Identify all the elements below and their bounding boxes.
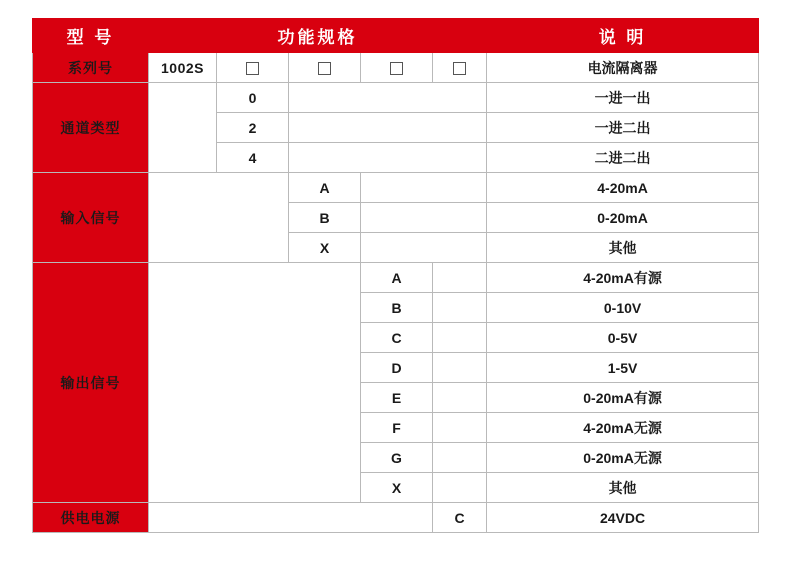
spacer-cell — [289, 113, 487, 143]
spacer-cell — [433, 323, 487, 353]
input-code: X — [289, 233, 361, 263]
header-function-spec: 功能规格 — [149, 19, 487, 53]
output-code: F — [361, 413, 433, 443]
input-code: A — [289, 173, 361, 203]
output-code: A — [361, 263, 433, 293]
channel-description: 二进二出 — [487, 143, 759, 173]
channel-code: 0 — [217, 83, 289, 113]
output-description: 其他 — [487, 473, 759, 503]
row-label-channel-type: 通道类型 — [33, 83, 149, 173]
output-code: C — [361, 323, 433, 353]
spacer-cell — [433, 263, 487, 293]
channel-code: 4 — [217, 143, 289, 173]
output-description: 4-20mA无源 — [487, 413, 759, 443]
channel-code: 2 — [217, 113, 289, 143]
placeholder-box-2 — [289, 53, 361, 83]
spacer-cell — [149, 83, 217, 173]
row-label-output-signal: 输出信号 — [33, 263, 149, 503]
series-description: 电流隔离器 — [487, 53, 759, 83]
table-row — [33, 173, 759, 203]
spacer-cell — [433, 413, 487, 443]
placeholder-box-4 — [433, 53, 487, 83]
spacer-cell — [149, 173, 289, 263]
input-description: 0-20mA — [487, 203, 759, 233]
power-code: C — [433, 503, 487, 533]
spacer-cell — [433, 383, 487, 413]
output-description: 4-20mA有源 — [487, 263, 759, 293]
input-description: 4-20mA — [487, 173, 759, 203]
spacer-cell — [361, 173, 487, 203]
channel-description: 一进二出 — [487, 113, 759, 143]
spacer-cell — [149, 263, 361, 503]
table-row — [33, 53, 759, 83]
placeholder-box-3 — [361, 53, 433, 83]
table-row — [33, 503, 759, 533]
output-code: B — [361, 293, 433, 323]
checkbox-square-icon — [318, 62, 331, 75]
spacer-cell — [149, 503, 433, 533]
output-code: G — [361, 443, 433, 473]
spacer-cell — [433, 473, 487, 503]
output-code: X — [361, 473, 433, 503]
table-row — [33, 83, 759, 113]
spacer-cell — [289, 143, 487, 173]
spacer-cell — [433, 293, 487, 323]
input-code: B — [289, 203, 361, 233]
header-description: 说 明 — [487, 19, 759, 53]
model-selection-table — [32, 18, 759, 533]
row-label-input-signal: 输入信号 — [33, 173, 149, 263]
table-row — [33, 263, 759, 293]
output-description: 1-5V — [487, 353, 759, 383]
row-label-series: 系列号 — [33, 53, 149, 83]
spacer-cell — [361, 203, 487, 233]
spacer-cell — [433, 443, 487, 473]
output-code: E — [361, 383, 433, 413]
checkbox-square-icon — [390, 62, 403, 75]
header-model: 型 号 — [33, 19, 149, 53]
channel-description: 一进一出 — [487, 83, 759, 113]
checkbox-square-icon — [246, 62, 259, 75]
placeholder-box-1 — [217, 53, 289, 83]
power-description: 24VDC — [487, 503, 759, 533]
model-code-value: 1002S — [149, 53, 217, 83]
output-description: 0-20mA有源 — [487, 383, 759, 413]
output-description: 0-20mA无源 — [487, 443, 759, 473]
output-description: 0-5V — [487, 323, 759, 353]
output-description: 0-10V — [487, 293, 759, 323]
input-description: 其他 — [487, 233, 759, 263]
output-code: D — [361, 353, 433, 383]
table-header-row — [33, 19, 759, 53]
spacer-cell — [289, 83, 487, 113]
row-label-power-supply: 供电电源 — [33, 503, 149, 533]
spacer-cell — [433, 353, 487, 383]
checkbox-square-icon — [453, 62, 466, 75]
spacer-cell — [361, 233, 487, 263]
